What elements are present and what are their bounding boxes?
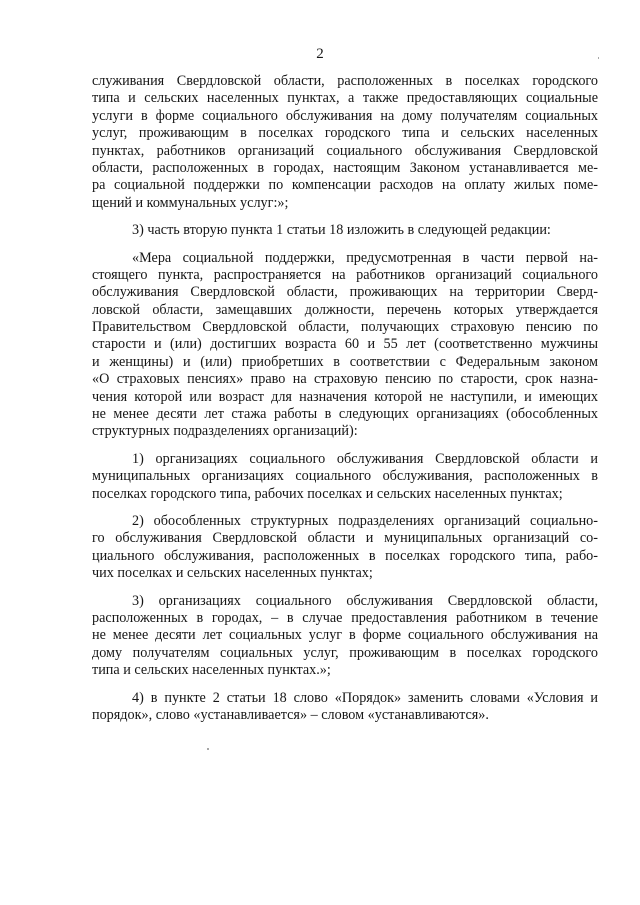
text-line: чения которой или возраст для назначения которой не наступили, и имеющих xyxy=(92,388,598,405)
text-line: услуг, проживающим в поселках городского типа и сельских населенных xyxy=(92,125,598,142)
text-line: расположенных в городах, – в случае предоставления работником в течение xyxy=(92,609,598,626)
text-line: 3) часть вторую пункта 1 статьи 18 изложить в следующей редакции: xyxy=(132,222,551,239)
paragraph-p4 xyxy=(92,451,598,503)
paragraph-gap xyxy=(92,583,598,593)
text-line: ра социальной поддержки по компенсации расходов на оплату жилых поме- xyxy=(92,177,598,194)
text-line: структурных подразделениях организаций): xyxy=(92,423,358,440)
text-line: служивания Свердловской области, расположенных в поселках городского xyxy=(92,73,598,89)
paragraph-gap xyxy=(92,503,598,513)
paragraph-p2 xyxy=(92,222,598,239)
scan-speck xyxy=(598,57,599,59)
paragraph-p6 xyxy=(92,593,598,680)
text-line: 1) организациях социального обслуживания Свердловской области и xyxy=(132,450,598,467)
paragraph-p7 xyxy=(92,690,598,725)
paragraph-p5 xyxy=(92,513,598,583)
text-line: циального обслуживания, расположенных в поселках городского типа, рабо- xyxy=(92,547,598,564)
text-line: щений и коммунальных услуг:»; xyxy=(92,194,289,211)
text-line: 4) в пункте 2 статьи 18 слово «Порядок» заменить словами «Условия и xyxy=(132,689,598,706)
text-line: ловской области, замещавших должности, перечень которых утверждается xyxy=(92,301,598,318)
text-line: 2) обособленных структурных подразделениях организаций социально- xyxy=(132,512,598,529)
text-line: и женщины) и (или) приобретших в соответствии с Федеральным законом xyxy=(92,353,598,370)
text-line: «Мера социальной поддержки, предусмотренная в части первой на- xyxy=(132,249,598,266)
paragraph-p1 xyxy=(92,73,598,212)
text-line: муниципальных организациях социального обслуживания, расположенных в xyxy=(92,468,598,485)
paragraph-gap xyxy=(92,240,598,250)
paragraph-p3 xyxy=(92,250,598,441)
text-line: пунктах, работников организаций социального обслуживания Свердловской xyxy=(92,142,598,159)
text-line: не менее десяти лет стажа работы в следующих организациях (обособленных xyxy=(92,406,598,423)
paragraph-gap xyxy=(92,212,598,222)
text-line: 3) организациях социального обслуживания Свердловской области, xyxy=(132,592,598,609)
text-line: стоящего пункта, распространяется на работников организаций социального xyxy=(92,266,598,283)
text-line: не менее десяти лет социальных услуг в форме социального обслуживания на xyxy=(92,627,598,644)
text-line: типа и сельских населенных пунктах, а также предоставляющих социальные xyxy=(92,90,598,107)
text-line: старости и (или) достигших возраста 60 и 55 лет (соответственно мужчины xyxy=(92,336,598,353)
text-line: типа и сельских населенных пунктах.»; xyxy=(92,662,331,679)
text-line: Правительством Свердловской области, получающих страховую пенсию по xyxy=(92,319,598,336)
text-line: порядок», слово «устанавливается» – словом «устанавливаются». xyxy=(92,706,489,723)
scan-speck xyxy=(207,748,209,750)
paragraph-gap xyxy=(92,441,598,451)
document-body xyxy=(92,73,598,724)
text-line: чих поселках и сельских населенных пунктах; xyxy=(92,565,373,582)
text-line: услуги в форме социального обслуживания на дому получателям социальных xyxy=(92,107,598,124)
text-line: поселках городского типа, рабочих поселках и сельских населенных пунктах; xyxy=(92,485,563,502)
text-line: области, расположенных в городах, настоящим Законом устанавливается ме- xyxy=(92,159,598,176)
text-line: «О страховых пенсиях» право на страховую пенсию по старости, срок назна- xyxy=(92,371,598,388)
text-line: обслуживания Свердловской области, проживающих на территории Сверд- xyxy=(92,284,598,301)
text-line: дому получателям социальных услуг, проживающим в поселках городского xyxy=(92,644,598,661)
paragraph-gap xyxy=(92,680,598,690)
page-number: 2 xyxy=(316,46,324,62)
text-line: го обслуживания Свердловской области и муниципальных организаций со- xyxy=(92,530,598,547)
